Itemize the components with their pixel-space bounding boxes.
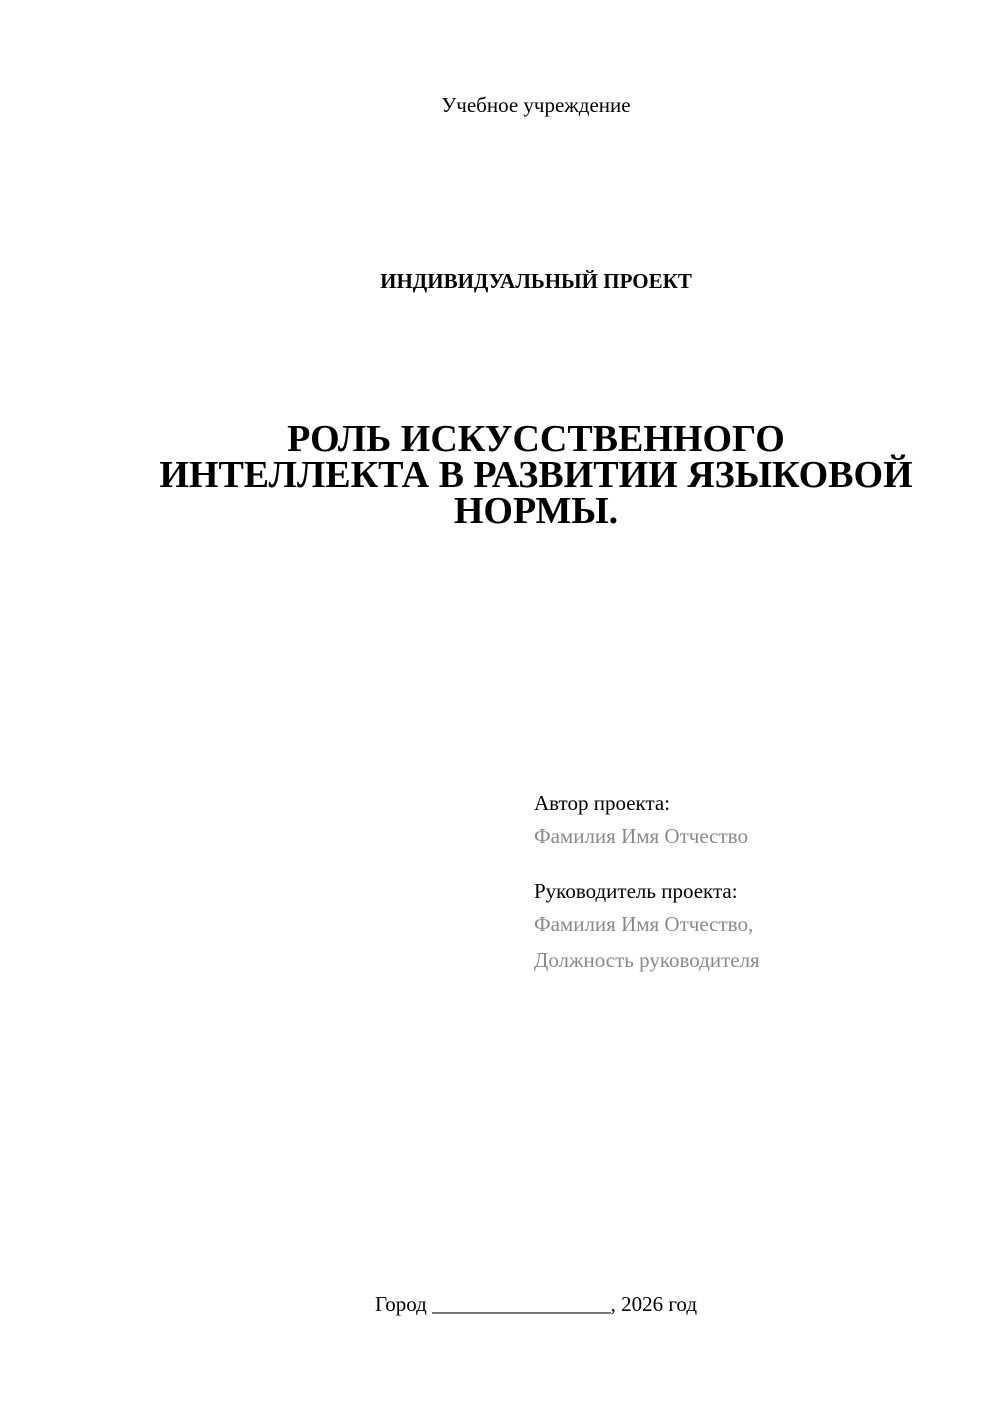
document-title <box>120 418 952 532</box>
title-line: РОЛЬ ИСКУССТВЕННОГО <box>287 418 785 460</box>
supervisor-name: Фамилия Имя Отчество, <box>534 912 754 936</box>
author-name: Фамилия Имя Отчество <box>534 824 748 848</box>
city-year-line <box>0 1290 1000 1318</box>
author-label: Автор проекта: <box>534 791 671 815</box>
signature-section <box>534 788 974 1000</box>
city-label: Город <box>374 1292 427 1316</box>
year-text: , 2026 год <box>610 1292 698 1316</box>
city-blank: _________________ <box>432 1292 611 1316</box>
institution-name: Учебное учреждение <box>441 93 631 117</box>
title-line: НОРМЫ. <box>453 490 619 532</box>
supervisor-label: Руководитель проекта: <box>534 879 738 903</box>
title-line: ИНТЕЛЛЕКТА В РАЗВИТИИ ЯЗЫКОВОЙ <box>159 454 913 496</box>
supervisor-block <box>534 876 974 978</box>
document-type: ИНДИВИДУАЛЬНЫЙ ПРОЕКТ <box>380 269 692 293</box>
author-block <box>534 788 974 854</box>
supervisor-position: Должность руководителя <box>534 948 760 972</box>
